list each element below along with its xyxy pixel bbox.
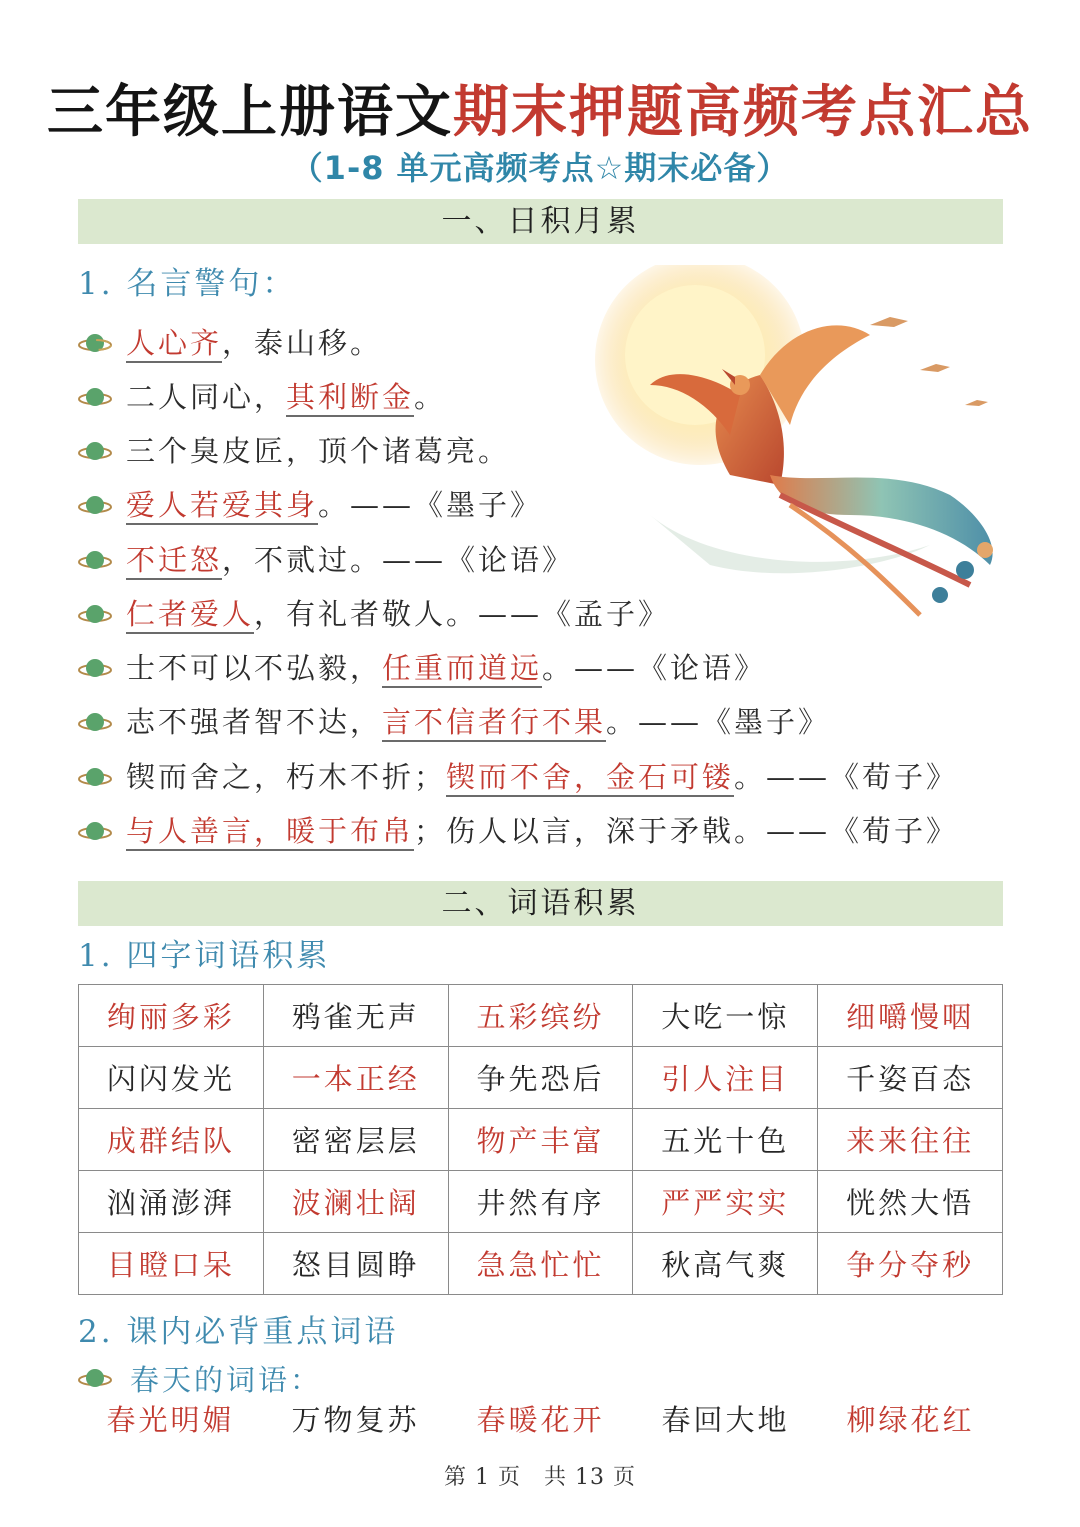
table-row — [79, 1171, 1003, 1233]
quote-6: 仁者爱人，有礼者敬人。——《孟子》 — [78, 589, 670, 639]
table-cell: 细嚼慢咽 — [818, 985, 1003, 1047]
table-cell: 千姿百态 — [818, 1047, 1003, 1109]
phoenix-moon-illustration — [590, 265, 1030, 635]
quote-5: 不迁怒，不贰过。——《论语》 — [78, 535, 574, 585]
table-row — [79, 1233, 1003, 1295]
planet-icon — [78, 330, 112, 356]
planet-icon — [78, 764, 112, 790]
planet-icon — [78, 384, 112, 410]
planet-icon — [78, 547, 112, 573]
heading-four-char-words: 1. 四字词语积累 — [78, 938, 331, 974]
spring-words-heading — [78, 1356, 322, 1400]
table-cell: 五光十色 — [633, 1109, 818, 1171]
quote-4: 爱人若爱其身。——《墨子》 — [78, 480, 542, 530]
spring-word: 柳绿花红 — [846, 1403, 975, 1437]
table-cell: 物产丰富 — [448, 1109, 633, 1171]
table-cell: 成群结队 — [79, 1109, 264, 1171]
planet-icon — [78, 709, 112, 735]
table-cell: 恍然大悟 — [818, 1171, 1003, 1233]
page-footer: 第 1 页 共 13 页 — [444, 1465, 636, 1490]
spring-heading-label: 春天的词语： — [130, 1362, 323, 1397]
table-cell: 一本正经 — [263, 1047, 448, 1109]
table-cell: 鸦雀无声 — [263, 985, 448, 1047]
table-cell: 目瞪口呆 — [79, 1233, 264, 1295]
spring-words-row — [78, 1398, 1003, 1442]
title-black: 三年级上册语文 — [47, 80, 453, 145]
table-cell: 绚丽多彩 — [79, 985, 264, 1047]
heading-key-words: 2. 课内必背重点词语 — [78, 1314, 399, 1350]
spring-word: 万物复苏 — [291, 1403, 420, 1437]
table-cell: 井然有序 — [448, 1171, 633, 1233]
planet-icon — [78, 655, 112, 681]
page-subtitle: （1-8 单元高频考点☆期末必备） — [290, 149, 790, 187]
four-char-words-table — [78, 984, 1003, 1295]
table-cell: 急急忙忙 — [448, 1233, 633, 1295]
table-cell: 引人注目 — [633, 1047, 818, 1109]
table-cell: 密密层层 — [263, 1109, 448, 1171]
table-row — [79, 1109, 1003, 1171]
spring-word: 春回大地 — [661, 1403, 790, 1437]
spring-word: 春光明媚 — [106, 1403, 235, 1437]
spring-word: 春暖花开 — [476, 1403, 605, 1437]
table-cell: 大吃一惊 — [633, 985, 818, 1047]
table-cell: 争先恐后 — [448, 1047, 633, 1109]
table-cell: 来来往往 — [818, 1109, 1003, 1171]
table-cell: 波澜壮阔 — [263, 1171, 448, 1233]
page-title — [0, 78, 1080, 148]
planet-icon — [78, 601, 112, 627]
title-red: 期末押题高频考点汇总 — [453, 80, 1033, 145]
section-header-1: 一、日积月累 — [78, 199, 1003, 244]
quote-3: 三个臭皮匠，顶个诸葛亮。 — [78, 426, 510, 476]
table-cell: 秋高气爽 — [633, 1233, 818, 1295]
planet-icon — [78, 1365, 112, 1391]
table-cell: 争分夺秒 — [818, 1233, 1003, 1295]
table-cell: 汹涌澎湃 — [79, 1171, 264, 1233]
table-cell: 怒目圆睁 — [263, 1233, 448, 1295]
quote-7: 士不可以不弘毅，任重而道远。——《论语》 — [78, 643, 766, 693]
planet-icon — [78, 818, 112, 844]
quote-1: 人心齐，泰山移。 — [78, 318, 382, 368]
quote-9: 锲而舍之，朽木不折；锲而不舍，金石可镂。——《荀子》 — [78, 752, 958, 802]
table-cell: 严严实实 — [633, 1171, 818, 1233]
quote-2: 二人同心，其利断金。 — [78, 372, 446, 422]
table-cell: 五彩缤纷 — [448, 985, 633, 1047]
table-row — [79, 985, 1003, 1047]
planet-icon — [78, 438, 112, 464]
quote-8: 志不强者智不达，言不信者行不果。——《墨子》 — [78, 697, 830, 747]
table-row — [79, 1047, 1003, 1109]
section-header-2: 二、词语积累 — [78, 881, 1003, 926]
planet-icon — [78, 492, 112, 518]
table-cell: 闪闪发光 — [79, 1047, 264, 1109]
heading-famous-quotes: 1. 名言警句： — [78, 266, 297, 302]
quote-10: 与人善言，暖于布帛；伤人以言，深于矛戟。——《荀子》 — [78, 806, 958, 856]
